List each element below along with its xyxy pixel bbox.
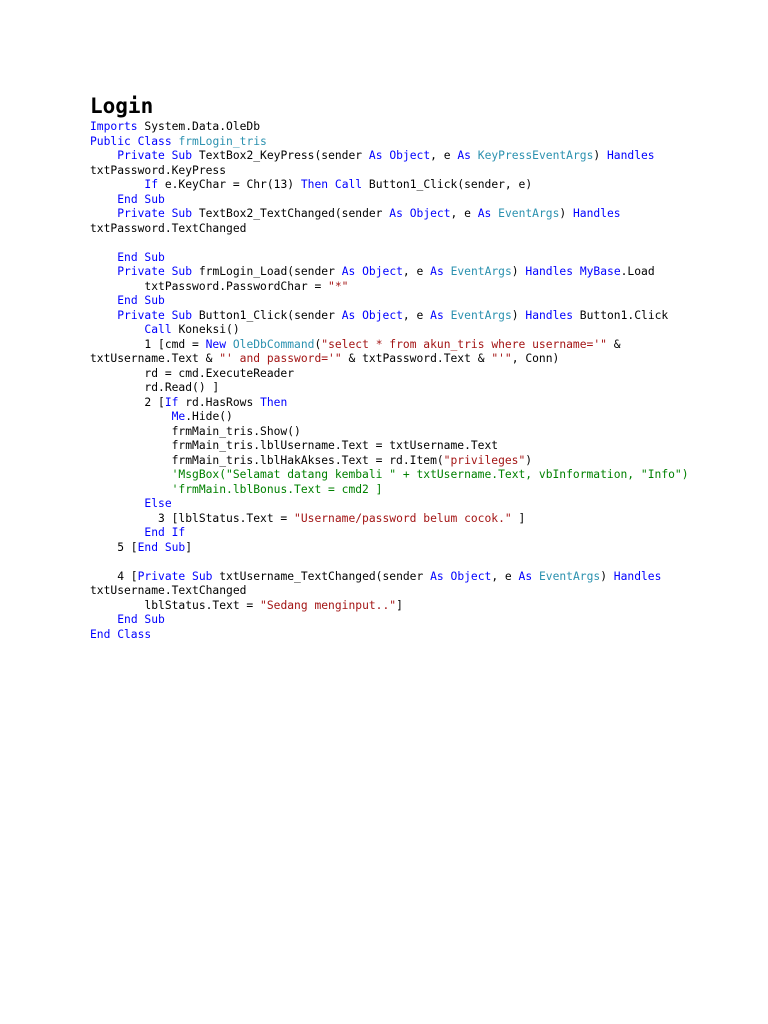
code-token [328,178,335,191]
code-token [573,265,580,278]
code-line [90,512,690,527]
code-token: frmLogin_Load(sender [192,265,342,278]
code-line [90,193,690,208]
code-token: EventArgs [498,207,560,220]
code-line [90,410,690,425]
code-token: txtUsername_TextChanged(sender [212,569,431,583]
code-token: "*" [328,279,349,293]
code-line [90,323,690,338]
code-token [444,309,451,322]
code-token: 3 [lblStatus.Text = [90,511,295,525]
code-token: ] [511,511,526,525]
code-token: KeyPressEventArgs [477,149,594,162]
code-token: Private Sub [117,207,193,220]
code-token: End Sub [117,250,165,264]
code-line [90,381,690,396]
code-token: "' and password='" [219,352,342,365]
code-token: As [457,149,471,162]
code-token: As [430,265,444,278]
code-token [471,149,478,162]
code-token: txtUsername.TextChanged [90,584,247,597]
code-token: As [430,308,444,322]
code-token: If [164,395,179,409]
page-title: Login [90,94,154,118]
code-token [90,613,117,626]
code-token: Private Sub [137,569,213,583]
code-token: End If [144,526,186,539]
code-token: Koneksi() [171,323,240,336]
code-token [90,410,172,423]
code-token [90,497,144,510]
code-token: EventArgs [450,308,512,322]
code-token: rd = cmd.ExecuteReader [90,366,295,380]
code-token: As [368,149,383,162]
code-token: "Username/password belum cocok." [294,511,512,525]
code-token: "privileges" [443,453,526,467]
code-token: Handles [525,265,573,278]
code-token [403,207,410,220]
code-token: Handles [525,308,573,322]
code-token: frmMain_tris.lblUsername.Text = txtUsername.Text [90,439,499,452]
code-token: frmLogin_tris [178,134,267,148]
code-token: EventArgs [450,265,512,278]
code-token: e.KeyChar = Chr(13) [158,178,301,191]
code-line [90,251,690,266]
code-token: End Class [90,627,152,641]
code-token [532,570,539,583]
code-token: .Hide() [185,410,233,423]
code-line [90,367,690,382]
code-token: & txtPassword.Text & [341,352,492,365]
code-token: TextBox2_KeyPress(sender [192,149,369,162]
code-token: Me [171,410,186,423]
code-token [90,323,144,336]
code-token: & [606,337,621,351]
code-token: rd.Read() ] [90,381,220,394]
code-token: Handles [613,569,662,583]
code-line [90,555,690,570]
code-token: , e [450,207,478,220]
code-token: Call [144,323,172,336]
code-line [90,483,690,498]
code-token: ) [511,308,526,322]
code-token: ) [600,569,614,583]
code-token: , e [491,569,519,583]
code-line [90,526,690,541]
code-line [90,236,690,251]
code-token: frmMain_tris.Show() [90,424,301,438]
code-token [90,526,144,539]
code-token: As [518,569,533,583]
code-token: "'" [491,352,512,365]
code-token [444,570,451,583]
code-token: EventArgs [538,569,601,583]
code-token: Button1.Click [573,308,669,322]
code-token: As [430,569,444,583]
code-token: Private Sub [117,149,193,162]
code-token: 4 [ [90,569,138,583]
code-token: As [341,265,356,278]
code-token: As [389,207,403,220]
code-token [90,207,117,220]
code-line [90,570,690,585]
code-token: 'frmMain.lblBonus.Text = cmd2 ] [171,482,383,496]
code-line [90,352,690,367]
code-token: ] [396,598,403,612]
code-token: Handles [607,149,655,162]
code-token [90,265,117,278]
code-token [90,178,144,191]
code-token: Button1_Click(sender, e) [362,178,533,191]
code-token: txtPassword.TextChanged [90,221,247,235]
code-token: , e [402,265,431,278]
code-line [90,613,690,628]
code-token [90,468,172,481]
code-line [90,149,690,164]
code-token: Else [144,497,172,510]
code-line [90,222,690,237]
code-line [90,439,690,454]
code-token: Private Sub [117,265,193,278]
code-token: As [477,207,492,220]
code-token: ( [314,337,322,351]
code-token: End Sub [117,613,165,626]
code-token [226,338,233,351]
code-token: 1 [cmd = [90,337,206,351]
code-token: End Sub [117,294,165,307]
code-token: Object [362,308,403,322]
code-token: Object [389,149,431,162]
code-token: Handles [573,207,621,220]
code-line [90,207,690,222]
code-token: OleDbCommand [232,337,315,351]
code-token: Public Class [90,134,172,148]
code-token: txtPassword.PasswordChar = [90,279,329,293]
code-token: System.Data.OleDb [137,120,261,133]
code-token: Then [300,178,329,191]
code-line [90,541,690,556]
code-token: ] [185,540,193,554]
code-line [90,164,690,179]
code-token: txtPassword.KeyPress [90,163,227,177]
code-token: Imports [90,120,138,133]
code-line [90,178,690,193]
code-token: lblStatus.Text = [90,598,261,612]
code-line [90,468,690,483]
code-token [90,251,117,264]
code-line [90,454,690,469]
code-token [90,193,117,206]
code-token: Object [409,207,451,220]
code-token: As [341,308,356,322]
code-line [90,265,690,280]
code-token: 5 [ [90,540,138,554]
code-token: , e [402,308,431,322]
code-token: rd.HasRows [178,395,261,409]
code-line [90,280,690,295]
code-token: "select * from akun_tris where username='" [321,337,607,351]
code-line [90,584,690,599]
code-token: txtUsername.Text & [90,352,220,365]
code-token: ) [511,265,526,278]
code-token: Then [260,395,288,409]
code-line [90,338,690,353]
code-block [90,120,690,642]
code-token: , e [430,149,458,162]
code-token [90,149,117,162]
code-token: ) [559,207,573,220]
code-token: , Conn) [511,352,560,365]
code-token: Call [334,178,363,191]
code-line [90,135,690,150]
code-token: 'MsgBox("Selamat datang kembali " + txtUsername.Text, vbInformation, "Info") [171,468,689,481]
code-token: Private Sub [117,308,193,322]
code-token: Button1_Click(sender [192,308,342,322]
code-token: .Load [620,265,655,278]
code-token: New [205,337,227,351]
code-token: 2 [ [90,395,165,409]
code-token: End Sub [137,540,186,554]
code-token: ) [525,453,533,467]
code-line [90,497,690,512]
code-token [90,294,117,307]
code-line [90,396,690,411]
code-line [90,120,690,135]
code-token: End Sub [117,192,165,206]
code-token [90,309,117,322]
code-token: Object [362,265,403,278]
code-token: TextBox2_TextChanged(sender [192,207,390,220]
code-token: "Sedang menginput.." [260,598,397,612]
code-token: MyBase [579,265,621,278]
code-line [90,599,690,614]
code-token [90,483,172,496]
code-token: ) [593,149,607,162]
code-token: frmMain_tris.lblHakAkses.Text = rd.Item( [90,453,444,467]
code-line [90,309,690,324]
code-token: Object [450,569,492,583]
code-line [90,628,690,643]
code-token [444,265,451,278]
code-line [90,425,690,440]
code-token: If [144,178,159,191]
code-line [90,294,690,309]
